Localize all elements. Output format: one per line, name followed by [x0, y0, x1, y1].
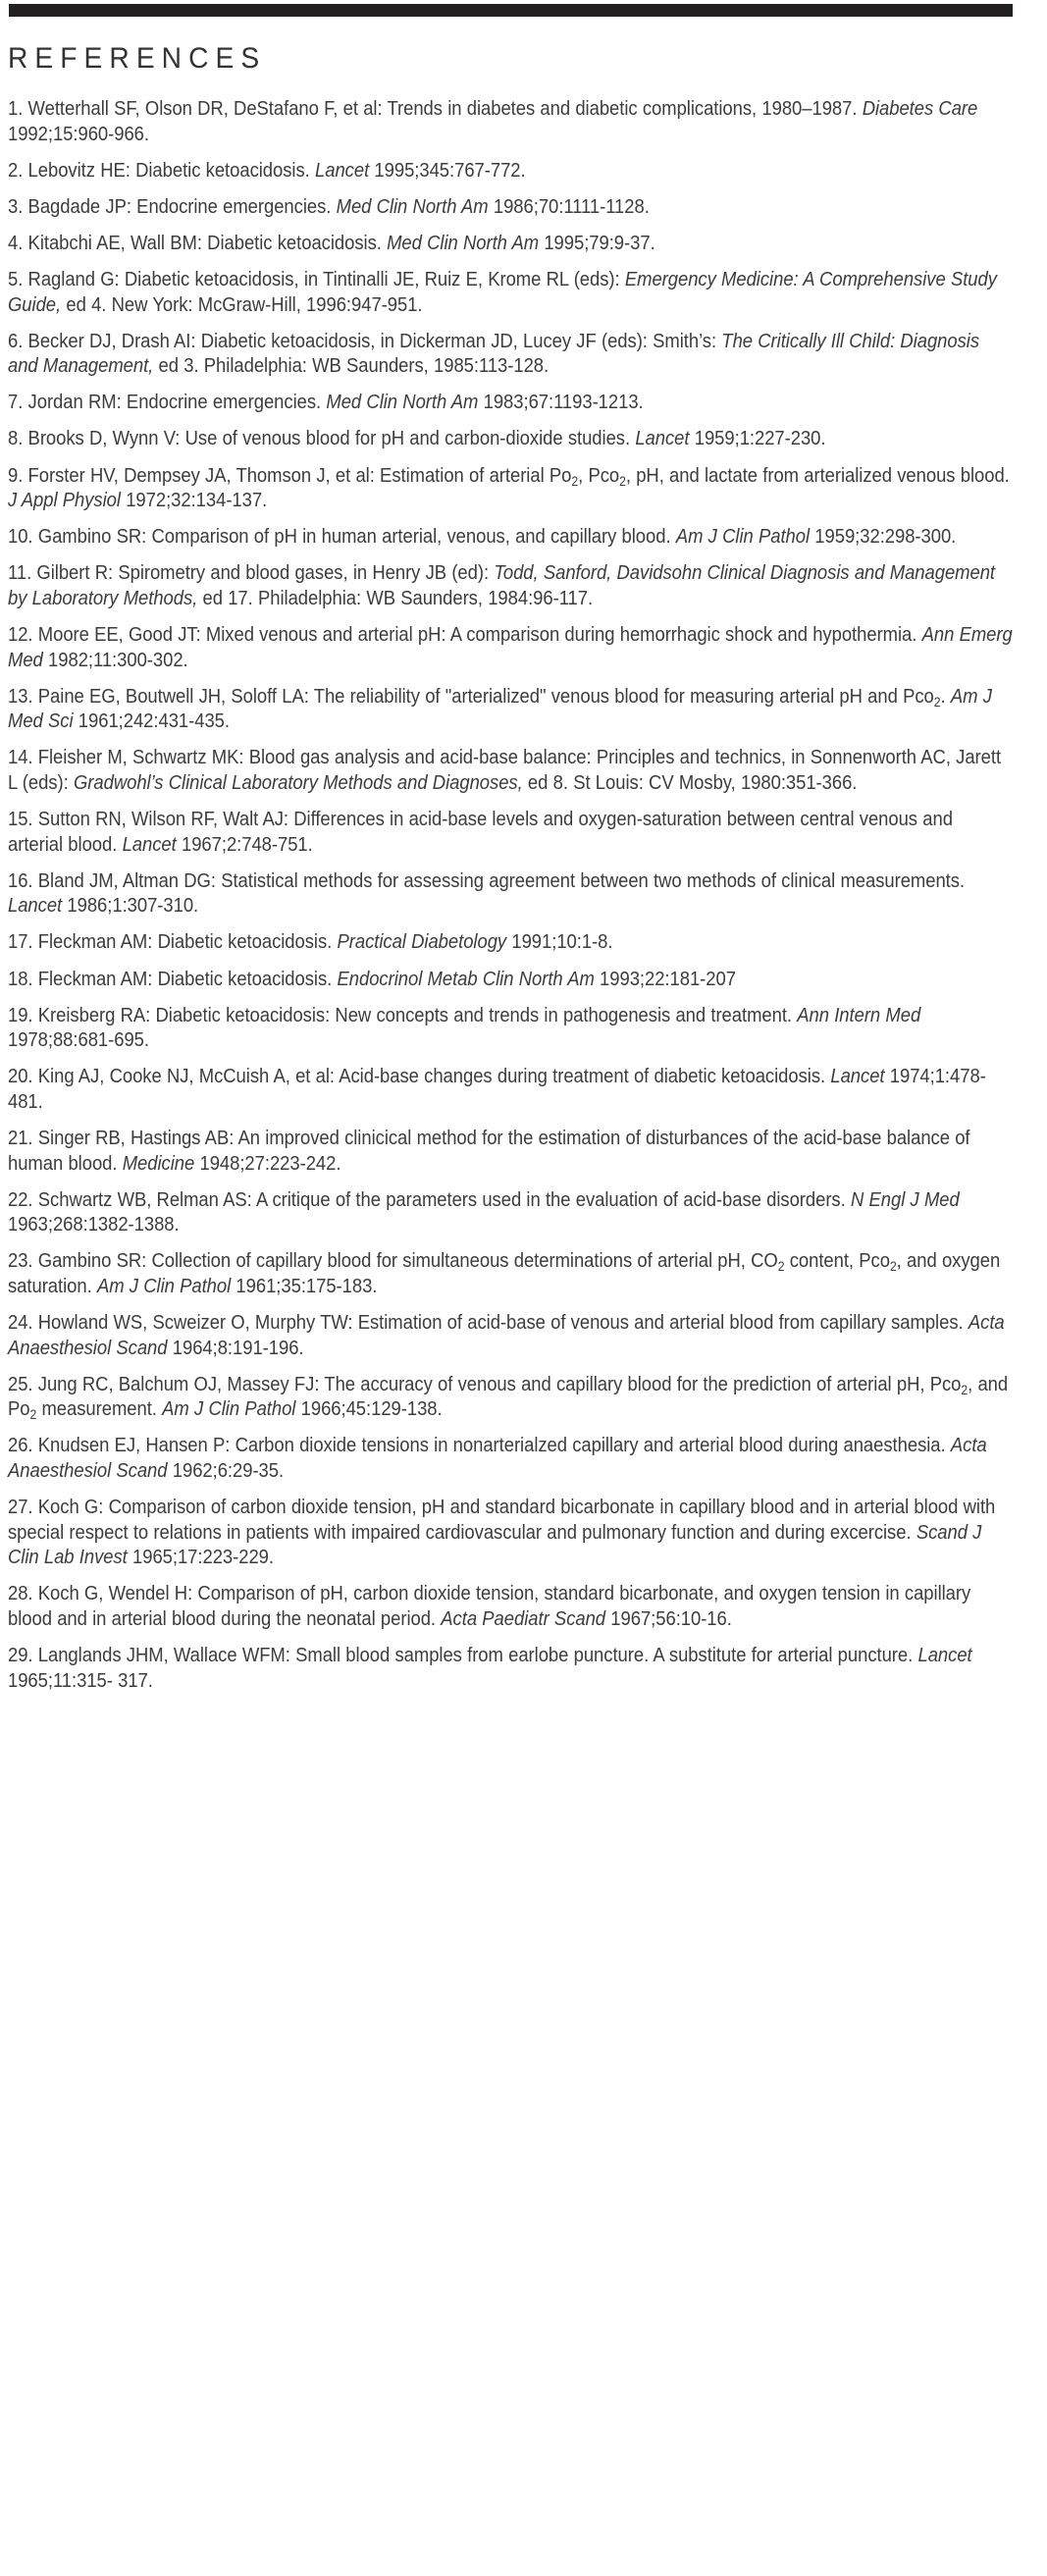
reference-entry: 4. Kitabchi AE, Wall BM: Diabetic ketoacidosis. Med Clin North Am 1995;79:9-37.	[8, 232, 655, 254]
reference-entry: 13. Paine EG, Boutwell JH, Soloff LA: The reliability of "arterialized" venous blood for measuring arterial pH and Pco$_2$. Am J Med Sci 1961;242:431-435.	[8, 685, 992, 733]
reference-entry: 15. Sutton RN, Wilson RF, Walt AJ: Differences in acid-base levels and oxygen-saturation between central venous and arterial blood. Lancet 1967;2:748-751.	[8, 809, 953, 856]
reference-entry: 26. Knudsen EJ, Hansen P: Carbon dioxide tensions in nonarterialzed capillary and arterial blood during anaesthesia. Acta Anaesthesiol Scand 1962;6:29-35.	[8, 1435, 987, 1483]
reference-list	[8, 97, 1013, 1706]
reference-entry: 27. Koch G: Comparison of carbon dioxide tension, pH and standard bicarbonate in capillary blood and in arterial blood with special respect to relations in patients with impaired cardiovascular and pulmonary function and during excercise. Scand J Clin Lab Invest 1965;17:223-229.	[8, 1497, 996, 1569]
reference-entry: 22. Schwartz WB, Relman AS: A critique of the parameters used in the evaluation of acid-base disorders. N Engl J Med 1963;268:1382-1388.	[8, 1188, 960, 1236]
reference-entry: 19. Kreisberg RA: Diabetic ketoacidosis: New concepts and trends in pathogenesis and treatment. Ann Intern Med 1978;88:681-695.	[8, 1004, 921, 1052]
reference-entry: 14. Fleisher M, Schwartz MK: Blood gas analysis and acid-base balance: Principles and technics, in Sonnenworth AC, Jarett L (eds): Gradwohl’s Clinical Laboratory Methods and Diagnoses, ed 8. St Louis: CV Mosby, 1980:351-366.	[8, 747, 1002, 794]
reference-entry: 3. Bagdade JP: Endocrine emergencies. Med Clin North Am 1986;70:1111-1128.	[8, 195, 650, 218]
reference-entry: 9. Forster HV, Dempsey JA, Thomson J, et al: Estimation of arterial $Po_2$, Pco$_2$, pH, and lactate from arterialized venous blood. J Appl Physiol 1972;32:134-137.	[8, 464, 1010, 512]
reference-entry: 7. Jordan RM: Endocrine emergencies. Med Clin North Am 1983;67:1193-1213.	[8, 392, 644, 414]
reference-entry: 1. Wetterhall SF, Olson DR, DeStafano F, et al: Trends in diabetes and diabetic complications, 1980–1987. Diabetes Care 1992;15:960-966.	[8, 98, 978, 145]
reference-entry: 5. Ragland G: Diabetic ketoacidosis, in Tintinalli JE, Ruiz E, Krome RL (eds): Emergency Medicine: A Comprehensive Study Guide, ed 4. New York: McGraw-Hill, 1996:947-951.	[8, 268, 997, 316]
reference-entry: 29. Langlands JHM, Wallace WFM: Small blood samples from earlobe puncture. A substitute for arterial puncture. Lancet 1965;11:315- 317.	[8, 1645, 972, 1692]
reference-entry: 10. Gambino SR: Comparison of pH in human arterial, venous, and capillary blood. Am J Clin Pathol 1959;32:298-300.	[8, 526, 957, 549]
reference-entry: 28. Koch G, Wendel H: Comparison of pH, carbon dioxide tension, standard bicarbonate, and oxygen tension in capillary blood and in arterial blood during the neonatal period. Acta Paediatr Scand 1967;56:10-16.	[8, 1583, 971, 1630]
header-rule-bar	[9, 4, 1013, 17]
reference-entry: 25. Jung RC, Balchum OJ, Massey FJ: The accuracy of venous and capillary blood for the prediction of arterial pH, Pco$_2$, and $Po_2$ measurement. Am J Clin Pathol 1966;45:129-138.	[8, 1373, 1009, 1423]
reference-entry: 6. Becker DJ, Drash AI: Diabetic ketoacidosis, in Dickerman JD, Lucey JF (eds): Smith’s: The Critically Ill Child: Diagnosis and Management, ed 3. Philadelphia: WB Saunders, 1985:113-128.	[8, 330, 980, 378]
reference-entry: 21. Singer RB, Hastings AB: An improved clinicical method for the estimation of disturbances of the acid-base balance of human blood. Medicine 1948;27:223-242.	[8, 1128, 970, 1175]
reference-entry: 18. Fleckman AM: Diabetic ketoacidosis. Endocrinol Metab Clin North Am 1993;22:181-207	[8, 968, 736, 990]
reference-entry: 12. Moore EE, Good JT: Mixed venous and arterial pH: A comparison during hemorrhagic shock and hypothermia. Ann Emerg Med 1982;11:300-302.	[8, 624, 1013, 671]
reference-entry: 2. Lebovitz HE: Diabetic ketoacidosis. Lancet 1995;345:767-772.	[8, 159, 526, 182]
reference-entry: 8. Brooks D, Wynn V: Use of venous blood for pH and carbon-dioxide studies. Lancet 1959;1:227-230.	[8, 428, 826, 450]
reference-entry: 24. Howland WS, Scweizer O, Murphy TW: Estimation of acid-base of venous and arterial blood from capillary samples. Acta Anaesthesiol Scand 1964;8:191-196.	[8, 1312, 1005, 1359]
reference-entry: 23. Gambino SR: Collection of capillary blood for simultaneous determinations of arterial pH, $CO_2$ content, Pco$_2$, and oxygen saturation. Am J Clin Pathol 1961;35:175-183.	[8, 1250, 1001, 1297]
reference-entry: 17. Fleckman AM: Diabetic ketoacidosis. Practical Diabetology 1991;10:1-8.	[8, 931, 613, 954]
reference-entry: 16. Bland JM, Altman DG: Statistical methods for assessing agreement between two methods of clinical measurements. Lancet 1986;1:307-310.	[8, 869, 966, 918]
reference-entry: 11. Gilbert R: Spirometry and blood gases, in Henry JB (ed): Todd, Sanford, Davidsohn Clinical Diagnosis and Management by Laboratory Methods, ed 17. Philadelphia: WB Saunders, 1984:96-117.	[8, 562, 996, 609]
reference-entry: 20. King AJ, Cooke NJ, McCuish A, et al: Acid-base changes during treatment of diabetic ketoacidosis. Lancet 1974;1:478-481.	[8, 1066, 986, 1113]
page-title: REFERENCES	[8, 42, 267, 75]
